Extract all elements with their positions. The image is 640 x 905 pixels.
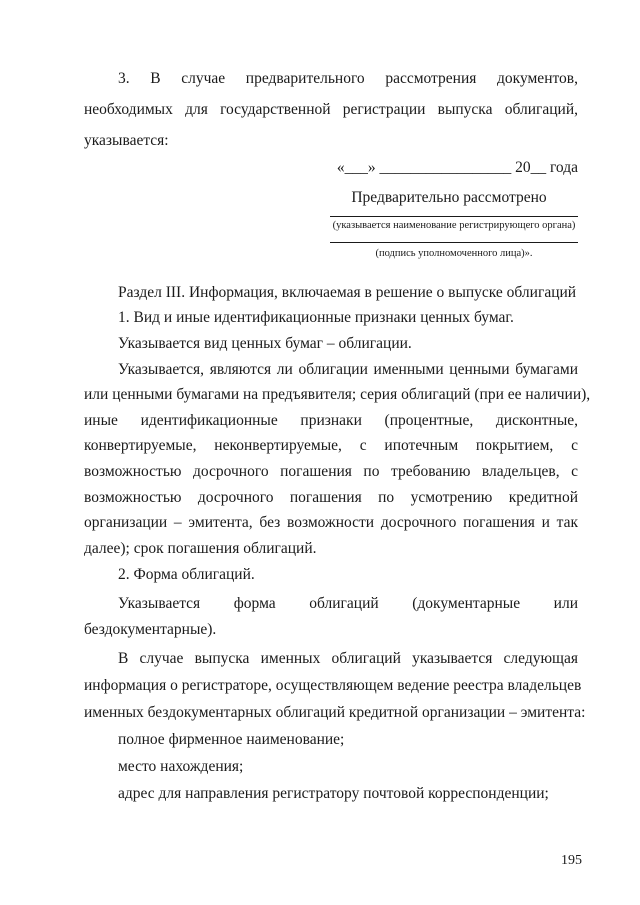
- official-signature-line: [330, 242, 578, 243]
- list-item: полное фирменное наименование;: [118, 731, 345, 748]
- list-item: место нахождения;: [118, 758, 244, 775]
- signature-caption: (подпись уполномоченного лица)».: [375, 248, 533, 259]
- paragraph-3-line-2: необходимых для государственной регистрации выпуска облигаций,: [84, 101, 578, 118]
- paragraph-3-line-3: указывается:: [84, 132, 169, 149]
- preliminary-review-title: Предварительно рассмотрено: [351, 189, 547, 206]
- item-1-sentence: Указывается вид ценных бумаг – облигации.: [118, 335, 412, 352]
- item-1-paragraph-line-8: далее); срок погашения облигаций.: [84, 540, 317, 557]
- authority-signature-line: [330, 216, 578, 217]
- item-2-paragraph-line-2: бездокументарные).: [84, 621, 217, 638]
- item-1-paragraph-line-2: или ценными бумагами на предъявителя; серия облигаций (при ее наличии),: [84, 386, 591, 403]
- item-2-heading: 2. Форма облигаций.: [118, 566, 255, 583]
- paragraph-3-line-1: 3. В случае предварительного рассмотрения документов,: [118, 70, 578, 87]
- authority-caption: (указывается наименование регистрирующего органа): [332, 220, 576, 231]
- item-1-paragraph-line-7: организации – эмитента, без возможности досрочного погашения и так: [84, 514, 578, 531]
- item-1-paragraph-line-5: возможностью досрочного погашения по требованию владельцев, с: [84, 463, 578, 480]
- item-2-paragraph-line-1: Указывается форма облигаций (документарные или: [118, 595, 578, 612]
- item-1-paragraph-line-3: иные идентификационные признаки (процентные, дисконтные,: [84, 412, 578, 429]
- item-1-paragraph-line-1: Указывается, являются ли облигации именными ценными бумагами: [118, 361, 578, 378]
- item-1-paragraph-line-4: конвертируемые, неконвертируемые, с ипотечным покрытием, с: [84, 437, 578, 454]
- date-line: «___» _________________ 20__ года: [336, 159, 578, 176]
- item-1-heading: 1. Вид и иные идентификационные признаки ценных бумаг.: [118, 309, 514, 326]
- registrar-paragraph-line-1: В случае выпуска именных облигаций указывается следующая: [118, 650, 578, 667]
- item-1-paragraph-line-6: возможностью досрочного погашения по усмотрению кредитной: [84, 489, 578, 506]
- section-heading: Раздел III. Информация, включаемая в решение о выпуске облигаций: [118, 284, 577, 301]
- registrar-paragraph-line-2: информация о регистраторе, осуществляющем ведение реестра владельцев: [84, 677, 582, 694]
- page-number: 195: [561, 853, 582, 868]
- registrar-paragraph-line-3: именных бездокументарных облигаций кредитной организации – эмитента:: [84, 704, 586, 721]
- list-item: адрес для направления регистратору почтовой корреспонденции;: [118, 785, 549, 802]
